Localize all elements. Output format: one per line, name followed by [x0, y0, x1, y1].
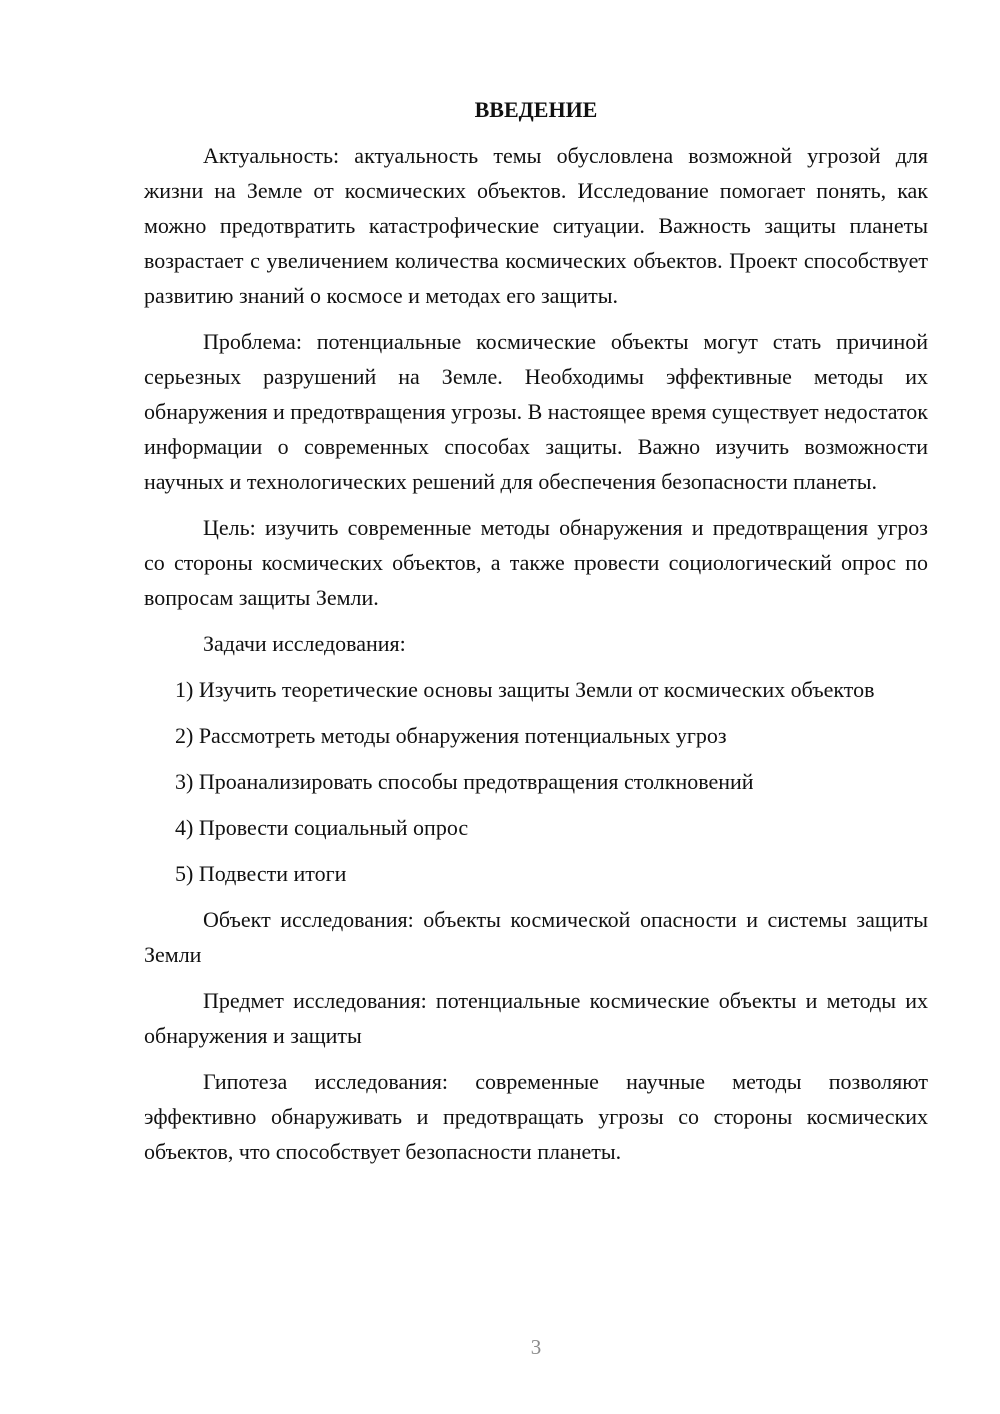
- paragraph-relevance: Актуальность: актуальность темы обусловлена возможной угрозой для жизни на Земле от космических объектов. Исследование помогает понять, как можно предотвратить катастрофические ситуации. Важность защиты планеты возрастает с увеличением количества космических объектов. Проект способствует развитию знаний о космосе и методах его защиты.: [144, 143, 928, 308]
- paragraph-problem: Проблема: потенциальные космические объекты могут стать причиной серьезных разрушений на Земле. Необходимы эффективные методы их обнаружения и предотвращения угрозы. В настоящее время существует недостаток информации о современных способах защиты. Важно изучить возможности научных и технологических решений для обеспечения безопасности планеты.: [144, 329, 928, 494]
- task-item: 2) Рассмотреть методы обнаружения потенциальных угроз: [175, 723, 727, 748]
- task-item: 5) Подвести итоги: [175, 861, 347, 886]
- task-item: 3) Проанализировать способы предотвращения столкновений: [175, 769, 754, 794]
- tasks-list: [144, 672, 928, 891]
- page-content: [144, 92, 928, 1180]
- page-number: 3: [530, 1335, 542, 1359]
- paragraph-hypothesis: Гипотеза исследования: современные научные методы позволяют эффективно обнаруживать и предотвращать угрозы со стороны космических объектов, что способствует безопасности планеты.: [144, 1069, 928, 1164]
- task-item: 4) Провести социальный опрос: [175, 815, 469, 840]
- page-heading: ВВЕДЕНИЕ: [474, 97, 598, 122]
- tasks-title: Задачи исследования:: [203, 631, 406, 656]
- paragraph-object: Объект исследования: объекты космической опасности и системы защиты Земли: [144, 907, 928, 967]
- paragraph-goal: Цель: изучить современные методы обнаружения и предотвращения угроз со стороны космических объектов, а также провести социологический опрос по вопросам защиты Земли.: [144, 515, 928, 610]
- task-item: 1) Изучить теоретические основы защиты Земли от космических объектов: [175, 677, 875, 702]
- paragraph-subject: Предмет исследования: потенциальные космические объекты и методы их обнаружения и защиты: [144, 988, 928, 1048]
